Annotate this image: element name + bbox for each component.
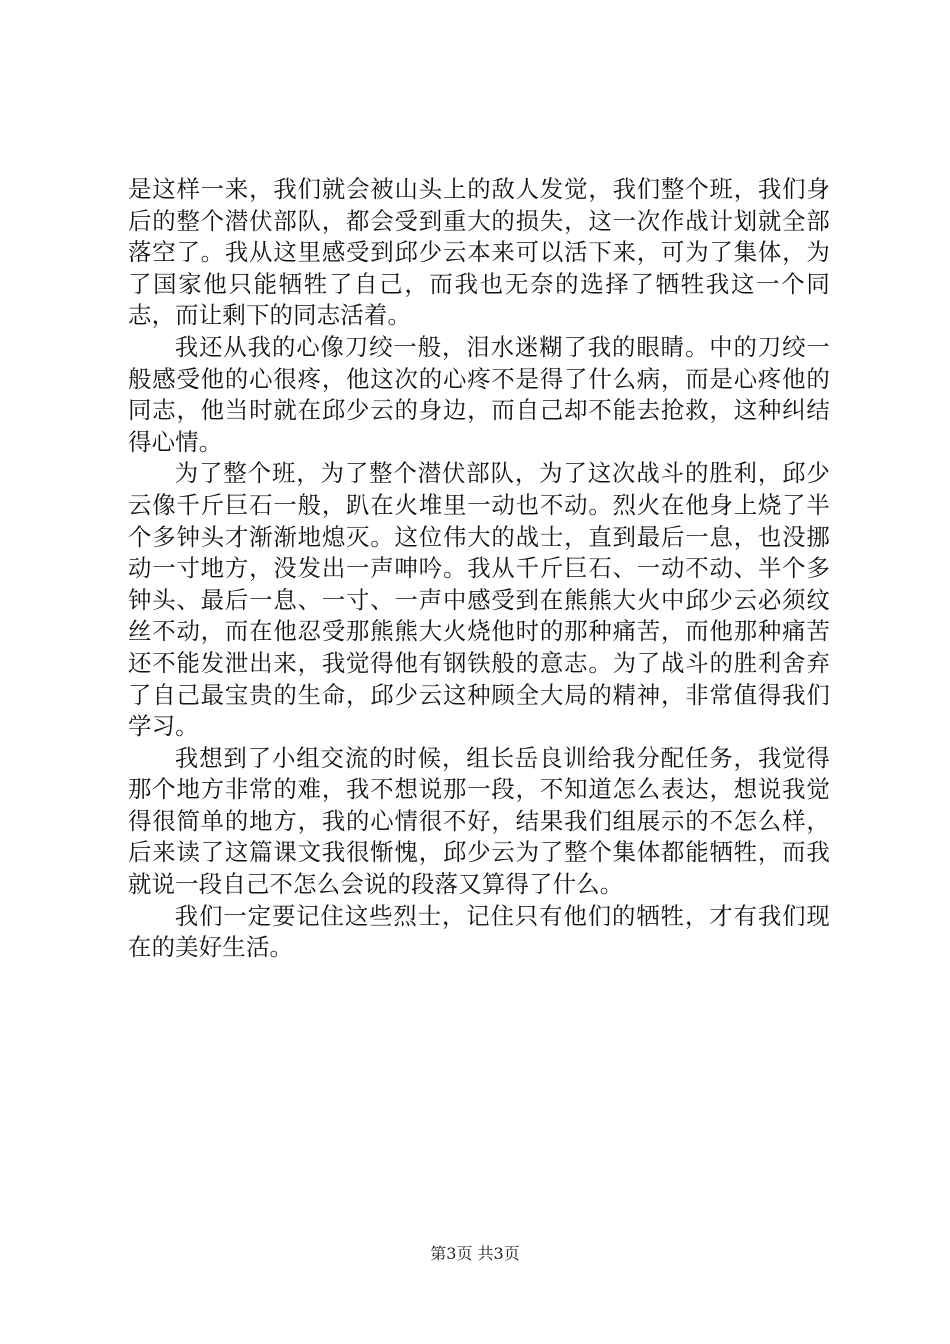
- paragraph-1: 是这样一来，我们就会被山头上的敌人发觉，我们整个班，我们身后的整个潜伏部队，都会受到重大的损失，这一次作战计划就全部落空了。我从这里感受到邱少云本来可以活下来，可为了集体，为了国家他只能牺牲了自己，而我也无奈的选择了牺牲我这一个同志，而让剩下的同志活着。: [128, 175, 830, 330]
- page-footer: 第3页 共3页: [430, 1244, 520, 1263]
- body-text: [128, 174, 830, 964]
- paragraph-4: 我想到了小组交流的时候，组长岳良训给我分配任务，我觉得那个地方非常的难，我不想说那一段，不知道怎么表达，想说我觉得很简单的地方，我的心情很不好，结果我们组展示的不怎么样，后来读了这篇课文我很惭愧，邱少云为了整个集体都能牺牲，而我就说一段自己不怎么会说的段落又算得了什么。: [128, 743, 830, 899]
- paragraph-2: 我还从我的心像刀绞一般，泪水迷糊了我的眼睛。中的刀绞一般感受他的心很疼，他这次的心疼不是得了什么病，而是心疼他的同志，他当时就在邱少云的身边，而自己却不能去抢救，这种纠结得心情。: [128, 332, 830, 456]
- paragraph-3: 为了整个班，为了整个潜伏部队，为了这次战斗的胜利，邱少云像千斤巨石一般，趴在火堆里一动也不动。烈火在他身上烧了半个多钟头才渐渐地熄灭。这位伟大的战士，直到最后一息，也没挪动一寸地方，没发出一声呻吟。我从千斤巨石、一动不动、半个多钟头、最后一息、一寸、一声中感受到在熊熊大火中邱少云必须纹丝不动，而在他忍受那熊熊大火烧他时的那种痛苦，而他那种痛苦还不能发泄出来，我觉得他有钢铁般的意志。为了战斗的胜利舍弃了自己最宝贵的生命，邱少云这种顾全大局的精神，非常值得我们学习。: [128, 459, 830, 741]
- paragraph-5: 我们一定要记住这些烈士，记住只有他们的牺牲，才有我们现在的美好生活。: [128, 901, 830, 962]
